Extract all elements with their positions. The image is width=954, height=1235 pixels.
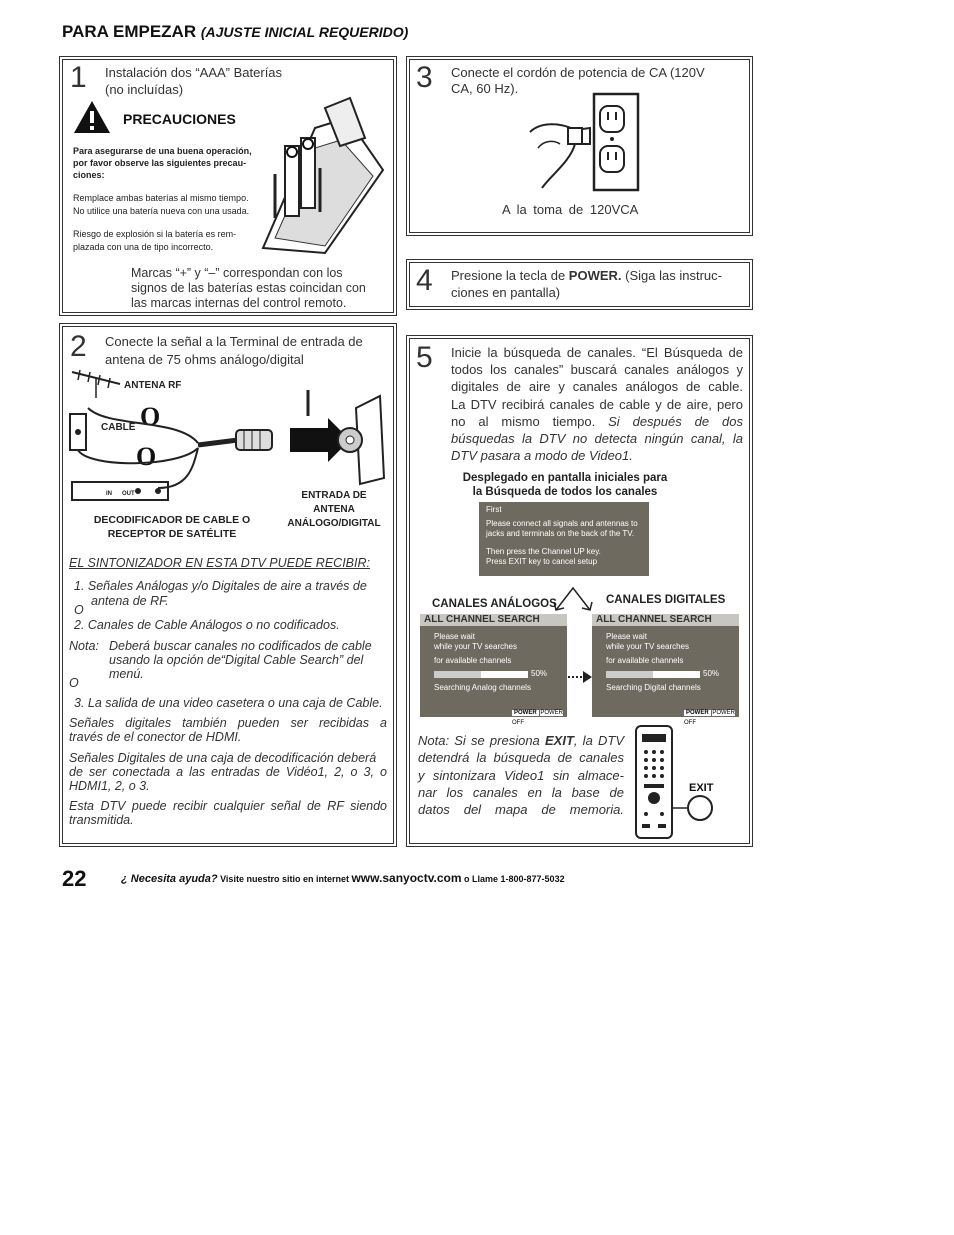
battery-marks-note (131, 266, 366, 311)
screen-line: jacks and terminals on the back of the TV. (486, 529, 635, 538)
decoder-line: RECEPTOR DE SATÉLITE (107, 528, 237, 540)
right-arrow-icon (567, 670, 593, 684)
tuner-nota-label: Nota: (69, 639, 99, 653)
precaution-line: ciones: (73, 170, 105, 180)
power-button-tag-tail: POWER OFF (684, 710, 736, 726)
first-setup-screen (479, 502, 649, 576)
marks-line: Marcas “+” y “–” correspondan con los (131, 266, 343, 280)
step4-text: Presione la tecla de (451, 268, 569, 283)
step5-line (451, 413, 743, 430)
screen-line: Please wait (434, 632, 475, 641)
exit-note-line: datos del mapa de memoria. (418, 802, 624, 818)
tuner-heading: EL SINTONIZADOR EN ESTA DTV PUEDE RECIBIR: (69, 556, 370, 570)
power-outlet-illustration (520, 92, 640, 194)
power-button-tag: POWER (514, 710, 537, 716)
digital-note-line: Señales digitales también pueden ser recibidas a (69, 716, 387, 730)
page-subtitle: (AJUSTE INICIAL REQUERIDO) (200, 24, 409, 40)
screen-title: ALL CHANNEL SEARCH (592, 614, 739, 626)
warning-icon (73, 100, 111, 134)
antenna-rf-label: ANTENA RF (124, 380, 182, 391)
outlet-caption: A la toma de 120VCA (502, 202, 639, 217)
decoder-line: DECODIFICADOR DE CABLE O (93, 514, 251, 526)
step5-number: 5 (416, 341, 433, 374)
progress-bar (606, 671, 700, 678)
exit-note (418, 732, 624, 818)
exit-key-label: EXIT (544, 733, 574, 748)
exit-note-text: Nota (418, 733, 446, 748)
digital-note-3 (69, 799, 387, 827)
exit-button-label: EXIT (689, 782, 714, 794)
precaution-line: por favor observe las siguientes precau- (73, 158, 247, 168)
antenna-input-line: ANTENA (313, 504, 355, 515)
precaution-line: Para asegurarse de una buena operación, (73, 146, 252, 156)
footer-url[interactable]: www.sanyoctv.com (351, 871, 462, 885)
step5-text: no al mismo tiempo. (451, 413, 596, 429)
exit-note-line (418, 732, 624, 749)
exit-note-line: nar los canales en la base de (418, 784, 624, 800)
step5-line: La DTV recibirá canales de cable y de aire, pero (451, 396, 743, 412)
step5-line: Inicie la búsqueda de canales. “El Búsqueda de (451, 345, 743, 360)
screen-title: ALL CHANNEL SEARCH (420, 614, 567, 626)
screen-line: Please wait (606, 632, 647, 641)
digital-note-line: través de el conector de HDMI. (69, 730, 242, 744)
step3-line2: CA, 60 Hz). (451, 81, 519, 96)
step5-line: DTV pasara a modo de Video1. (451, 448, 633, 464)
exit-note-text: : Si se presiona (445, 733, 545, 748)
decoder-out-label: OUT (122, 491, 135, 497)
digital-note-line: Señales Digitales de una caja de decodificación deberá (69, 751, 377, 765)
precaution-2 (73, 192, 269, 218)
step5-paragraph (451, 344, 743, 464)
tuner-or-2: O (69, 676, 79, 690)
screen-line: Then press the Channel UP key. (486, 547, 601, 556)
antenna-input-label (286, 489, 382, 531)
analog-channels-label: CANALES ANÁLOGOS (432, 598, 557, 610)
decoder-in-label: IN (106, 491, 112, 497)
page-number: 22 (62, 866, 87, 891)
footer-help-text: ¿ Necesita ayuda? (121, 873, 218, 885)
digital-note-line: de ser conectada a las entradas de Vidéo1, 2, o 3, o (69, 765, 387, 779)
precaution-line: plazada con una de tipo incorrecto. (73, 242, 214, 252)
step5-line: todos los canales” buscará canales análogos y (451, 362, 743, 378)
antenna-input-line: ANÁLOGO/DIGITAL (287, 518, 381, 529)
step4-line1 (451, 267, 722, 284)
precaution-line: Riesgo de explosión si la batería es rem- (73, 229, 237, 239)
progress-percent: 50% (703, 669, 720, 678)
footer-visit-text: Visite nuestro sitio en internet (217, 874, 352, 884)
exit-button-callout (670, 790, 718, 826)
tuner-nota-3: menú. (109, 667, 144, 681)
digital-note-line: HDMI1, 2, o 3. (69, 779, 150, 793)
tuner-item-3: 3. La salida de una video casetera o una caja de Cable. (74, 696, 383, 710)
precaution-line: Remplace ambas baterías al mismo tiempo. (73, 193, 249, 203)
step5-line: digitales de aire y canales análogos de cable. (451, 379, 743, 395)
tuner-item-1a: 1. Señales Análogas y/o Digitales de aire a través de (74, 579, 367, 593)
battery-remote-illustration (255, 88, 387, 256)
digital-channels-label: CANALES DIGITALES (606, 594, 726, 606)
screen-line: for available channels (606, 656, 684, 665)
split-arrows-icon (552, 586, 594, 612)
precaution-line: No utilice una batería nueva con una usada. (73, 206, 250, 216)
initial-display-line: Desplegado en pantalla iniciales para (462, 472, 668, 484)
tuner-item-2: 2. Canales de Cable Análogos o no codificados. (74, 618, 340, 632)
exit-note-text: , la DTV (573, 733, 624, 748)
tuner-nota-1: Deberá buscar canales no codificados de cable (109, 639, 372, 653)
step1-number: 1 (70, 61, 87, 94)
step4-line2: ciones en pantalla) (451, 285, 561, 300)
page-header (62, 22, 408, 42)
marks-line: signos de las baterías estas coincidan con (131, 281, 366, 295)
screen-line: Press EXIT key to cancel setup (486, 557, 598, 566)
step5-text: Si después de dos (595, 413, 743, 429)
step2-line2: antena de 75 ohms análogo/digital (105, 352, 304, 367)
digital-note-1 (69, 716, 387, 744)
screen-line: while your TV searches (434, 642, 517, 651)
screen-line: Searching Digital channels (606, 683, 701, 692)
decoder-label (88, 513, 256, 541)
screen-footer (684, 708, 739, 728)
step3-line1: Conecte el cordón de potencia de CA (120V (451, 65, 705, 80)
screen-footer (512, 708, 567, 728)
digital-note-line: Esta DTV puede recibir cualquier señal de RF siendo (69, 799, 387, 813)
step1-line2: (no incluídas) (105, 82, 184, 97)
digital-search-screen (592, 614, 739, 726)
or-label-1: O (140, 402, 161, 431)
tuner-item-1b: antena de RF. (91, 594, 169, 608)
antenna-input-line: ENTRADA DE (301, 490, 367, 501)
step2-number: 2 (70, 330, 87, 363)
step3-number: 3 (416, 61, 433, 94)
or-label-2: O (136, 442, 157, 471)
screen-line: for available channels (434, 656, 512, 665)
precaution-3 (73, 228, 269, 254)
step4-text: (Siga las instruc- (621, 268, 722, 283)
tuner-or-1: O (74, 603, 84, 617)
cable-label: CABLE (101, 422, 136, 433)
progress-percent: 50% (531, 669, 548, 678)
footer-help (121, 871, 565, 885)
marks-line: las marcas internas del control remoto. (131, 296, 347, 310)
screen-line: while your TV searches (606, 642, 689, 651)
precaution-intro (73, 145, 269, 181)
power-key-label: POWER. (568, 268, 622, 283)
precautions-title: PRECAUCIONES (123, 111, 236, 127)
step5-line: búsquedas la DTV no detecta ningún canal, la (451, 431, 743, 447)
footer-call-text: o Llame 1-800-877-5032 (461, 874, 565, 884)
progress-fill (434, 671, 481, 678)
progress-fill (606, 671, 653, 678)
tuner-nota-2: usando la opción de“Digital Cable Search” del (109, 653, 364, 667)
page-title: PARA EMPEZAR (62, 22, 197, 41)
step4-number: 4 (416, 264, 433, 297)
step2-line1: Conecte la señal a la Terminal de entrada de (105, 334, 363, 349)
analog-search-screen (420, 614, 567, 726)
digital-note-2 (69, 751, 387, 793)
initial-display-line: la Búsqueda de todos los canales (472, 486, 658, 498)
power-button-tag: POWER (686, 710, 709, 716)
screen-title: First (486, 505, 502, 514)
digital-note-line: transmitida. (69, 813, 134, 827)
power-button-tag-tail: POWER OFF (512, 710, 564, 726)
screen-line: Please connect all signals and antennas to (486, 519, 638, 528)
screen-line: Searching Analog channels (434, 683, 531, 692)
initial-display-label (440, 471, 690, 499)
step1-line1: Instalación dos “AAA” Baterías (105, 65, 283, 80)
exit-note-line: y sintonizara Video1 sin almace- (418, 767, 624, 783)
exit-note-line: detendrá la búsqueda de canales (418, 750, 624, 766)
progress-bar (434, 671, 528, 678)
